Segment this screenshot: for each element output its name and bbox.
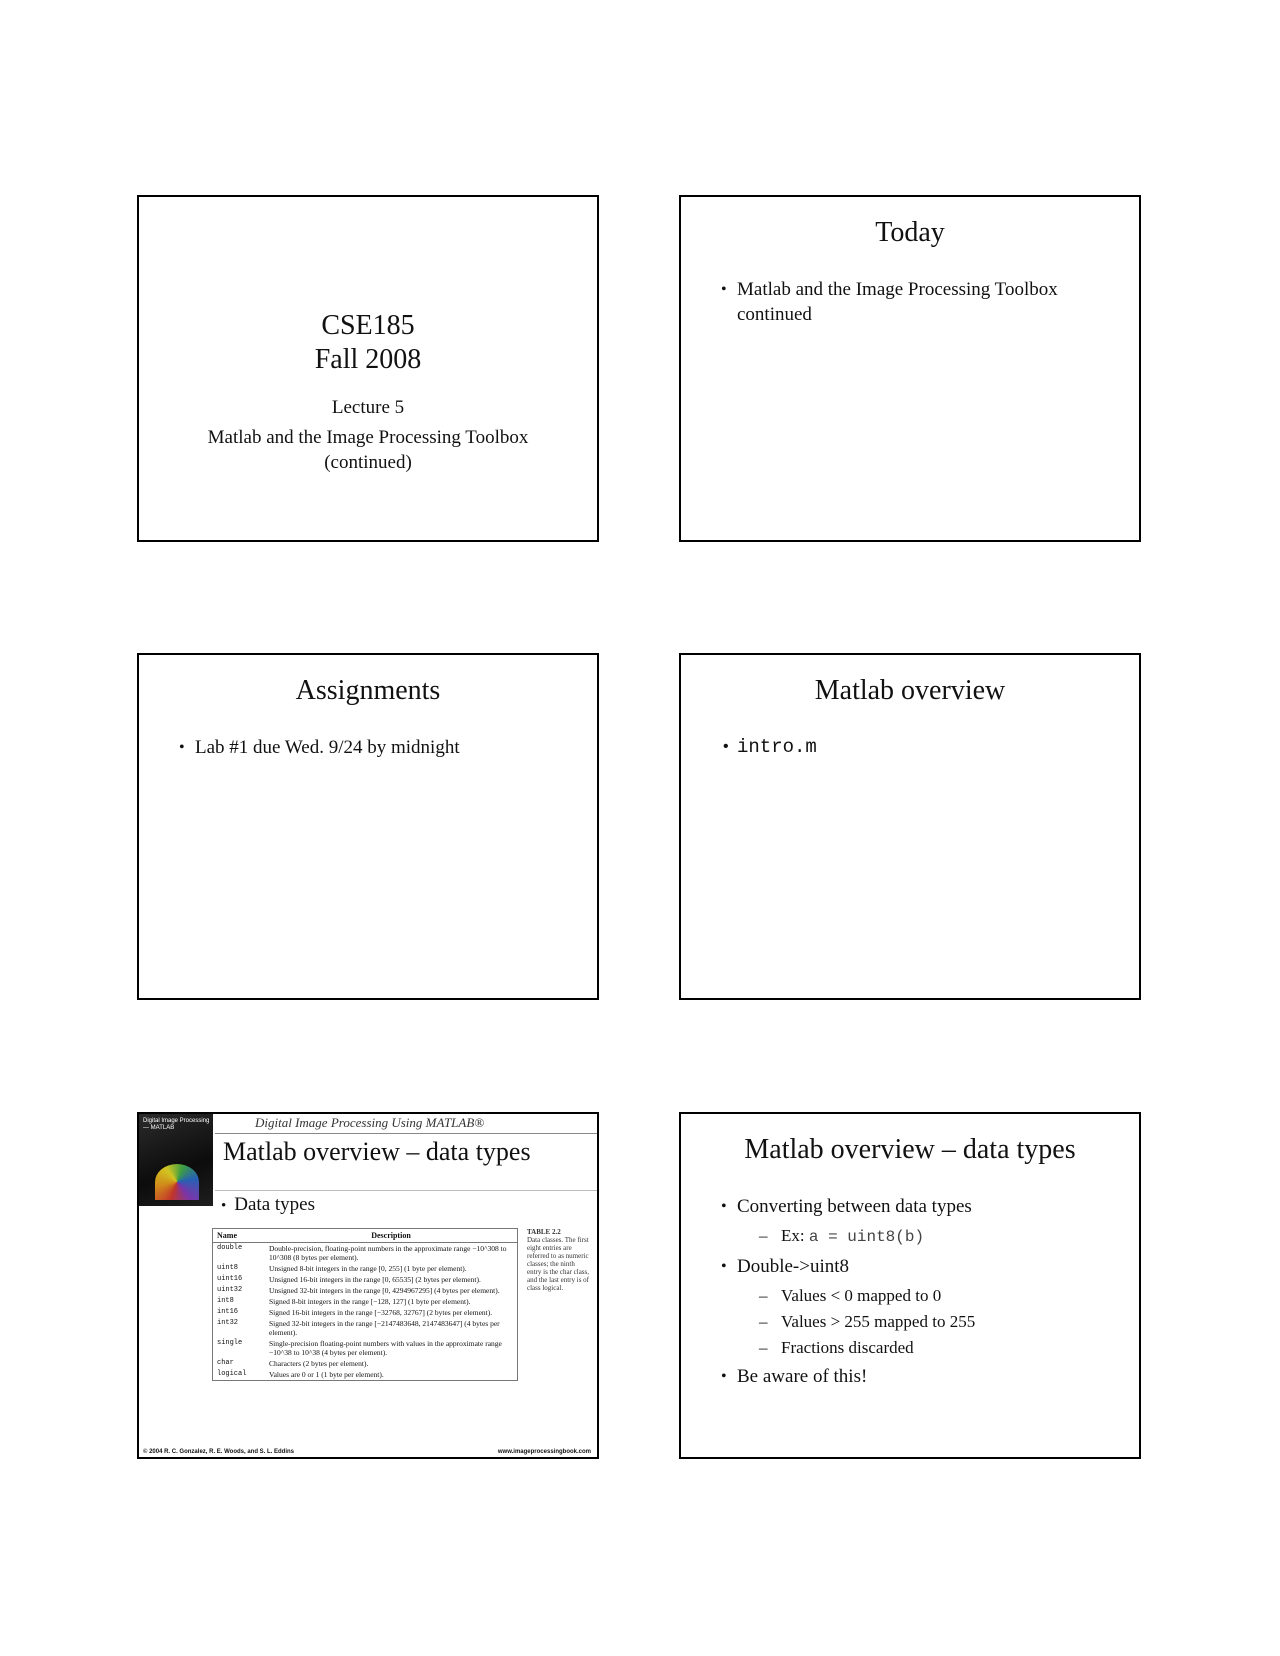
slide-1-title [137,195,599,542]
slide-2-today [679,195,1141,542]
code-snippet: a = uint8(b) [808,1228,925,1246]
website-text: www.imageprocessingbook.com [497,1449,591,1455]
bullet-item: • Be aware of this! [721,1364,1119,1389]
table-row: char Characters (2 bytes per element). [217,1359,369,1368]
course-code: CSE185 [321,310,415,341]
lecture-number: Lecture 5 [331,397,405,418]
sub-bullet-item: – Ex: a = uint8(b) [721,1223,1119,1250]
slide-title: Assignments [295,675,441,706]
slide-5-data-types-table [137,1112,599,1459]
table-row: int32 Signed 32-bit integers in the range [−2147483648, 2147483647] (4 bytes per element). [217,1319,500,1337]
book-cover-title: Digital Image Processing — MATLAB [143,1118,210,1131]
slide-title: Today [875,217,945,248]
course-term: Fall 2008 [314,344,422,375]
book-cover-graphic [155,1164,199,1200]
slide-6-conversion [679,1112,1141,1459]
slide-title: Matlab overview – data types [744,1134,1076,1165]
bullet-list [179,735,577,764]
title-divider [215,1190,597,1191]
course-heading [139,309,597,377]
table-caption-text: Data classes. The first eight entries are referred to as numeric classes; the ninth entry is the char class, and the last entry is of class logical. [527,1236,590,1292]
book-header: Digital Image Processing Using MATLAB® [255,1115,485,1130]
header-divider [215,1133,597,1134]
book-cover-image [139,1114,213,1206]
lecture-subtitle: Matlab and the Image Processing Toolbox (continued) [207,427,529,473]
table-header-row [213,1229,518,1243]
bullet-list [721,277,1119,331]
bullet-item: • Converting between data types [721,1194,1119,1219]
table-row: int8 Signed 8-bit integers in the range [−128, 127] (1 byte per element). [217,1297,471,1306]
bullet-item: • Double->uint8 [721,1254,1119,1279]
sub-bullet-item: – Fractions discarded [721,1335,1119,1360]
table-row: uint8 Unsigned 8-bit integers in the range [0, 255] (1 byte per element). [217,1264,467,1273]
bullet-item: • Data types [221,1194,315,1216]
data-types-table [212,1228,518,1381]
table-row: double Double-precision, floating-point numbers in the approximate range −10^308 to 10^308 (8 bytes per element). [217,1244,507,1262]
table-row: uint32 Unsigned 32-bit integers in the range [0, 4294967295] (4 bytes per element). [217,1286,500,1295]
bullet-list [721,1194,1119,1393]
slide-title: Matlab overview – data types [223,1137,531,1166]
slide-3-assignments [137,653,599,1000]
slide-4-matlab-overview [679,653,1141,1000]
table-row: single Single-precision floating-point numbers with values in the approximate range −10^38 to 10^38 (4 bytes per element). [217,1339,502,1357]
sub-bullet-item: – Values < 0 mapped to 0 [721,1283,1119,1308]
bullet-item-code: • intro.m [721,735,1119,760]
table-row: logical Values are 0 or 1 (1 byte per element). [217,1370,384,1379]
column-header-name: Name [213,1229,266,1243]
bullet-item: • Lab #1 due Wed. 9/24 by midnight [179,735,577,760]
bullet-list [721,735,1119,764]
table-row: uint16 Unsigned 16-bit integers in the range [0, 65535] (2 bytes per element). [217,1275,481,1284]
slide-title: Matlab overview [814,675,1006,706]
table-caption-title: TABLE 2.2 [527,1228,561,1236]
bullet-item: • Matlab and the Image Processing Toolbox continued [721,277,1119,327]
table-caption [527,1228,589,1292]
copyright-text: © 2004 R. C. Gonzalez, R. E. Woods, and S. L. Eddins [143,1449,295,1455]
column-header-description: Description [265,1229,518,1243]
sub-bullet-item: – Values > 255 mapped to 255 [721,1309,1119,1334]
table-row: int16 Signed 16-bit integers in the range [−32768, 32767] (2 bytes per element). [217,1308,493,1317]
